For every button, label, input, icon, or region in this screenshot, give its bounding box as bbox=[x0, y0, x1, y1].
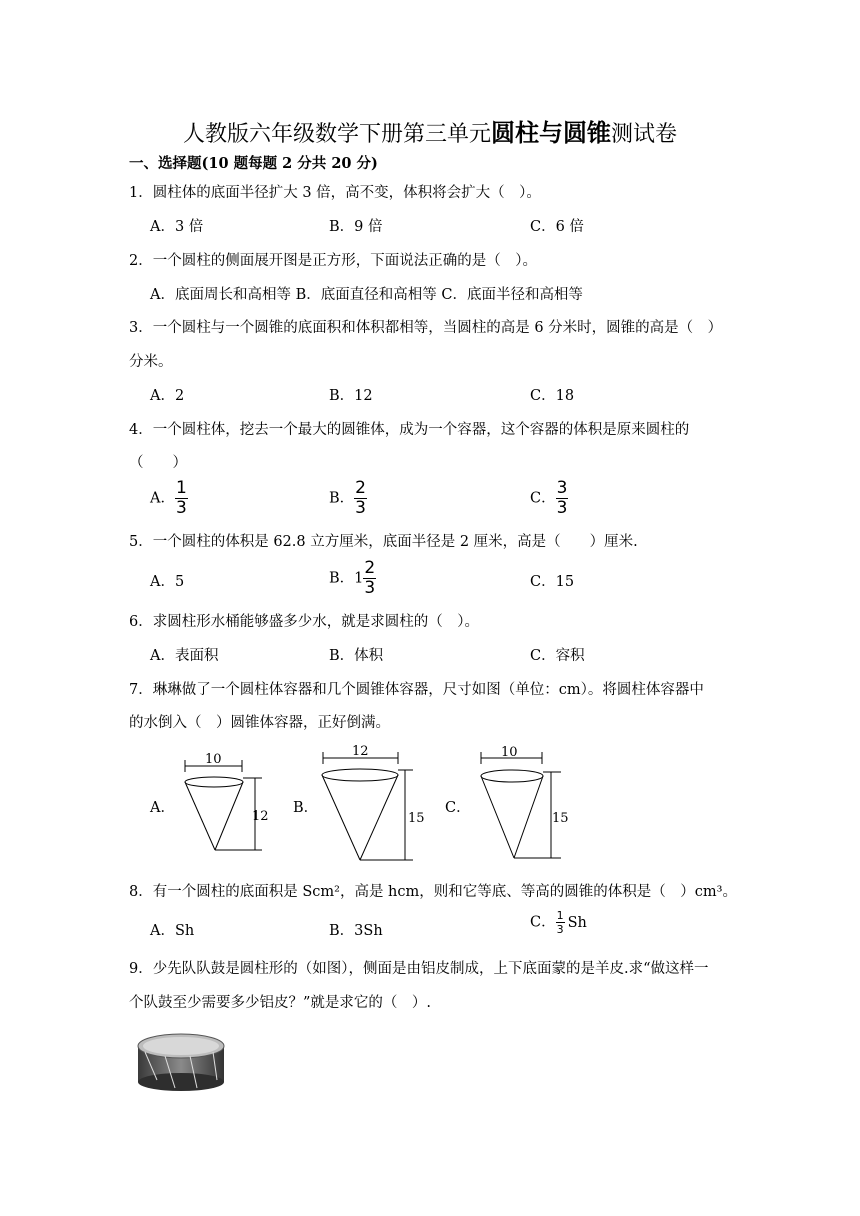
question-1-option-b: B．9 倍 bbox=[329, 219, 383, 235]
question-8-option-a: A．Sh bbox=[150, 923, 195, 939]
question-4-stem: 4．一个圆柱体，挖去一个最大的圆锥体，成为一个容器，这个容器的体积是原来圆柱的 bbox=[129, 422, 690, 438]
question-7-option-a: A． bbox=[150, 800, 175, 816]
drum-image bbox=[135, 1030, 227, 1092]
svg-text:15: 15 bbox=[408, 811, 425, 826]
svg-text:10: 10 bbox=[205, 752, 222, 767]
question-6-stem: 6．求圆柱形水桶能够盛多少水，就是求圆柱的（ ）。 bbox=[129, 614, 479, 630]
question-8-stem: 8．有一个圆柱的底面积是 Scm²，高是 hcm，则和它等底、等高的圆锥的体积是（ ）cm³。 bbox=[129, 884, 737, 900]
question-9-stem: 9．少先队队鼓是圆柱形的（如图），侧面是由铝皮制成，上下底面蒙的是羊皮.求“做这样一 bbox=[129, 961, 709, 977]
question-3-option-a: A．2 bbox=[150, 388, 185, 404]
question-6-option-b: B．体积 bbox=[329, 648, 384, 664]
question-3-option-b: B．12 bbox=[329, 388, 373, 404]
question-6-option-c: C．容积 bbox=[530, 648, 585, 664]
question-4-stem-cont: （ ） bbox=[129, 455, 187, 471]
question-3-stem: 3．一个圆柱与一个圆锥的底面积和体积都相等，当圆柱的高是 6 分米时，圆锥的高是（ ） bbox=[129, 320, 723, 336]
question-3-option-c: C．18 bbox=[530, 388, 575, 404]
question-4-option-a: A． $\frac{1}{3}$ bbox=[150, 478, 187, 518]
question-7-option-b: B． bbox=[293, 800, 319, 816]
cone-a-diagram bbox=[180, 748, 280, 858]
section-heading: 一、选择题(10 题每题 2 分共 20 分) bbox=[129, 155, 378, 172]
question-8-option-b: B．3Sh bbox=[329, 923, 383, 939]
question-3-stem-cont: 分米。 bbox=[129, 354, 173, 370]
svg-text:10: 10 bbox=[501, 745, 518, 760]
svg-text:12: 12 bbox=[352, 744, 369, 759]
question-1-option-c: C．6 倍 bbox=[530, 219, 584, 235]
svg-text:15: 15 bbox=[552, 811, 569, 826]
question-5-stem: 5．一个圆柱的体积是 62.8 立方厘米，底面半径是 2 厘米，高是（ ）厘米. bbox=[129, 534, 638, 550]
question-7-option-c: C． bbox=[445, 800, 471, 816]
question-9-stem-cont: 个队鼓至少需要多少铝皮？”就是求它的（ ）. bbox=[129, 995, 432, 1011]
question-7-stem-cont: 的水倒入（ ）圆锥体容器，正好倒满。 bbox=[129, 715, 390, 731]
question-5-option-b: B．1 $\frac{2}{3}$ bbox=[329, 558, 376, 598]
svg-text:12: 12 bbox=[252, 809, 269, 824]
question-1-stem: 1．圆柱体的底面半径扩大 3 倍，高不变，体积将会扩大（ ）。 bbox=[129, 185, 541, 201]
question-4-option-c: C． $\frac{3}{3}$ bbox=[530, 478, 568, 518]
question-4-option-b: B． $\frac{2}{3}$ bbox=[329, 478, 366, 518]
cone-c-diagram bbox=[476, 744, 581, 866]
question-1-option-a: A．3 倍 bbox=[150, 219, 204, 235]
question-5-option-a: A．5 bbox=[150, 574, 185, 590]
question-2-options: A．底面周长和高相等 B．底面直径和高相等 C．底面半径和高相等 bbox=[150, 287, 583, 303]
question-2-stem: 2．一个圆柱的侧面展开图是正方形，下面说法正确的是（ ）。 bbox=[129, 253, 537, 269]
cone-b-diagram bbox=[318, 744, 433, 866]
question-8-option-c: C． $\frac{1}{3}$ Sh bbox=[530, 909, 587, 936]
question-6-option-a: A．表面积 bbox=[150, 648, 219, 664]
page-title: 人教版六年级数学下册第三单元圆柱与圆锥测试卷 bbox=[182, 119, 678, 147]
question-7-stem: 7．琳琳做了一个圆柱体容器和几个圆锥体容器，尺寸如图（单位：cm）。将圆柱体容器中 bbox=[129, 682, 704, 698]
question-5-option-c: C．15 bbox=[530, 574, 575, 590]
